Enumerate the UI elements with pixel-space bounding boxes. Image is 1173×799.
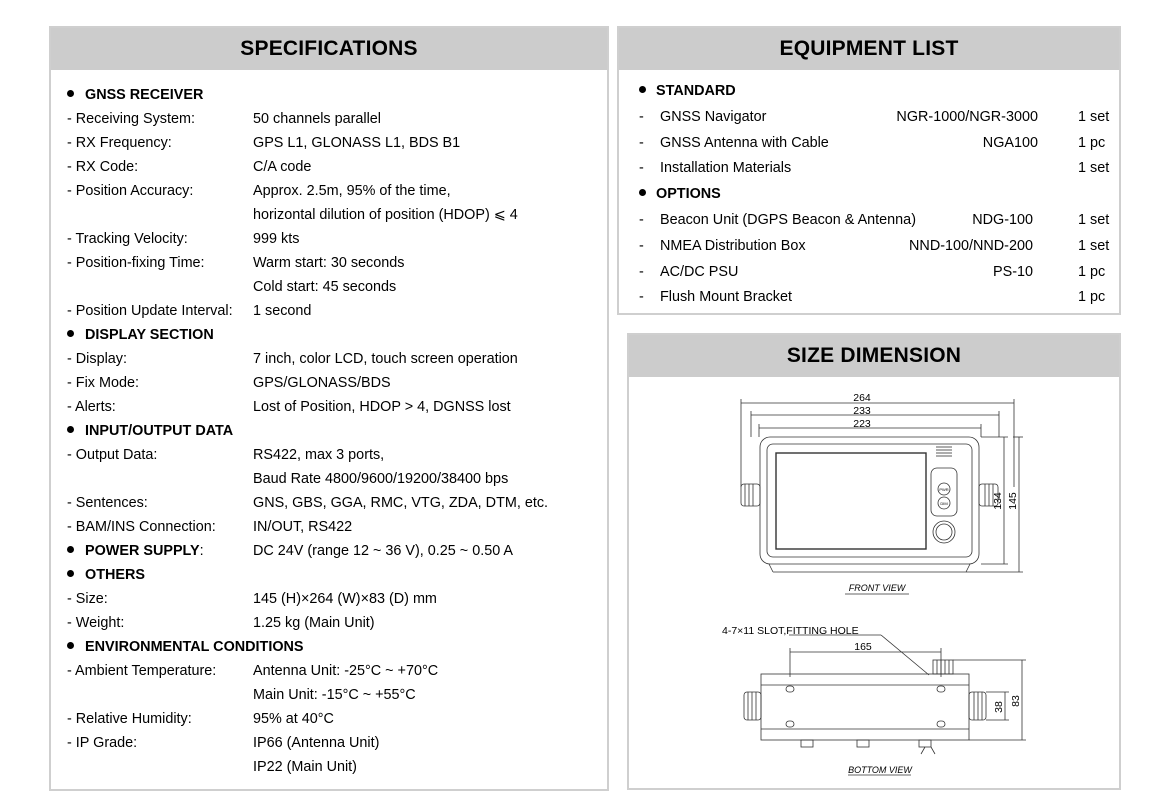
bullet-icon [67,426,74,433]
spec-section-title: INPUT/OUTPUT DATA [85,423,234,439]
equipment-item-qty: 1 set [1078,108,1110,125]
bottom-height-inner-label: 38 [993,701,1005,713]
equipment-item-model: PS-10 [993,263,1033,280]
spec-label: - RX Frequency: [67,135,172,151]
bottom-height-outer-label: 83 [1010,695,1022,707]
size-dimension-panel [627,333,1121,790]
front-width-outer-label: 264 [853,392,871,404]
equipment-item-qty: 1 set [1078,212,1110,228]
spec-section-heading [67,326,214,344]
spec-section-colon: : [199,543,204,559]
spec-value: DC 24V (range 12 ~ 36 V), 0.25 ~ 0.50 A [253,543,514,559]
equipment-item [639,211,1109,229]
equipment-group-title: STANDARD [656,83,736,99]
spec-value: 7 inch, color LCD, touch screen operation [253,351,518,367]
equipment-item-model: NND-100/NND-200 [909,237,1033,254]
spec-value: GPS/GLONASS/BDS [253,375,391,391]
spec-section-title: GNSS RECEIVER [85,87,204,103]
list-dash: - [639,237,644,254]
spec-label: - Display: [67,351,127,367]
equipment-item [639,108,1109,126]
equipment-item-model: NGR-1000/NGR-3000 [896,108,1038,125]
spec-label: - BAM/INS Connection: [67,519,216,535]
spec-label: - Receiving System: [67,111,195,127]
equipment-list-title: EQUIPMENT LIST [619,28,1119,70]
spec-section-heading [67,638,304,656]
dim-button-label: DIM [940,501,948,506]
list-dash: - [639,289,644,306]
spec-section-title: POWER SUPPLY [85,543,200,559]
spec-value: GNS, GBS, GGA, RMC, VTG, ZDA, DTM, etc. [253,495,549,511]
spec-label: - Output Data: [67,447,158,463]
front-height-inner-label: 134 [992,492,1004,510]
equipment-item [639,237,1109,255]
bottom-view-caption: BOTTOM VIEW [848,765,912,775]
specifications-title: SPECIFICATIONS [51,28,607,70]
spec-section-title: OTHERS [85,567,145,583]
spec-section-heading [67,86,203,104]
spec-value: 145 (H)×264 (W)×83 (D) mm [253,591,437,607]
equipment-item-name: NMEA Distribution Box [660,237,806,254]
spec-value: 999 kts [253,231,300,247]
spec-value: 1.25 kg (Main Unit) [253,615,375,631]
slot-fitting-hole-label: 4-7×11 SLOT,FITTING HOLE [722,625,859,637]
spec-value: Cold start: 45 seconds [253,279,397,295]
bullet-icon [67,642,74,649]
spec-value: Lost of Position, HDOP > 4, DGNSS lost [253,399,511,415]
equipment-item [639,263,1109,281]
equipment-item-qty: 1 set [1078,160,1110,177]
spec-value: Main Unit: -15°C ~ +55°C [253,687,416,703]
list-dash: - [639,134,644,151]
equipment-item-qty: 1 pc [1078,134,1106,151]
spec-label: - Ambient Temperature: [67,663,217,679]
spec-section-heading [67,566,145,584]
spec-value: Baud Rate 4800/9600/19200/38400 bps [253,471,509,487]
bullet-icon [67,330,74,337]
bullet-icon [639,86,646,93]
spec-section-title: ENVIRONMENTAL CONDITIONS [85,639,304,655]
spec-value: Antenna Unit: -25°C ~ +70°C [253,663,439,679]
spec-value: 1 second [253,303,312,319]
front-width-inner-label: 223 [853,418,871,430]
spec-value: Warm start: 30 seconds [253,255,405,271]
spec-value: IP66 (Antenna Unit) [253,735,380,751]
equipment-group-title: OPTIONS [656,186,721,203]
spec-label: - RX Code: [67,159,139,175]
spec-label: - Fix Mode: [67,375,139,391]
bullet-icon [67,570,74,577]
spec-label: - Position-fixing Time: [67,255,205,271]
spec-value: RS422, max 3 ports, [253,447,385,463]
spec-label: - Size: [67,591,108,607]
power-button-label: PWR [939,487,949,492]
spec-value: GPS L1, GLONASS L1, BDS B1 [253,135,461,151]
dimension-drawing [629,377,1119,788]
front-view-drawing [741,399,1023,594]
specifications-panel [49,26,609,791]
spec-value: Approx. 2.5m, 95% of the time, [253,183,451,199]
spec-value: IN/OUT, RS422 [253,519,353,535]
spec-value: C/A code [253,159,312,175]
front-width-mid-label: 233 [853,405,871,417]
size-dimension-title: SIZE DIMENSION [629,335,1119,377]
spec-value: 95% at 40°C [253,711,334,727]
spec-section-title: DISPLAY SECTION [85,327,214,343]
equipment-item-qty: 1 pc [1078,263,1106,280]
equipment-item-qty: 1 set [1078,237,1110,254]
equipment-item-name: GNSS Navigator [660,108,767,125]
spec-label: - IP Grade: [67,735,138,751]
spec-value: 50 channels parallel [253,111,382,127]
spec-section-heading [67,422,233,440]
list-dash: - [639,108,644,125]
front-view-caption: FRONT VIEW [848,583,906,593]
equipment-item-name: GNSS Antenna with Cable [660,134,829,151]
spec-value: IP22 (Main Unit) [253,759,357,775]
equipment-item-name: Beacon Unit (DGPS Beacon & Antenna) [660,212,916,228]
front-height-outer-label: 145 [1007,492,1019,510]
equipment-item-model: NDG-100 [972,212,1033,228]
list-dash: - [639,263,644,280]
spec-value: horizontal dilution of position (HDOP) ⩽ 4 [253,207,518,223]
spec-label: - Relative Humidity: [67,711,192,727]
equipment-item-model: NGA100 [982,134,1038,151]
spec-label: - Alerts: [67,399,116,415]
spec-label: - Position Accuracy: [67,183,194,199]
equipment-item-name: Installation Materials [660,160,792,177]
bullet-icon [639,189,646,196]
slot-pitch-label: 165 [854,641,872,653]
equipment-item-qty: 1 pc [1078,289,1106,306]
equipment-group-heading [639,82,736,100]
bottom-view-drawing [744,635,1026,775]
equipment-item-name: Flush Mount Bracket [660,289,792,306]
equipment-item [639,134,1109,152]
spec-label: - Sentences: [67,495,148,511]
equipment-item-name: AC/DC PSU [660,263,739,280]
equipment-item [639,159,1109,177]
spec-label: - Position Update Interval: [67,303,233,319]
bullet-icon [67,546,74,553]
equipment-list-panel [617,26,1121,315]
list-dash: - [639,160,644,177]
bullet-icon [67,90,74,97]
spec-label: - Tracking Velocity: [67,231,188,247]
spec-label: - Weight: [67,615,125,631]
equipment-item [639,288,1109,306]
list-dash: - [639,212,644,228]
equipment-group-heading [639,185,721,203]
spec-section-heading [67,542,204,560]
